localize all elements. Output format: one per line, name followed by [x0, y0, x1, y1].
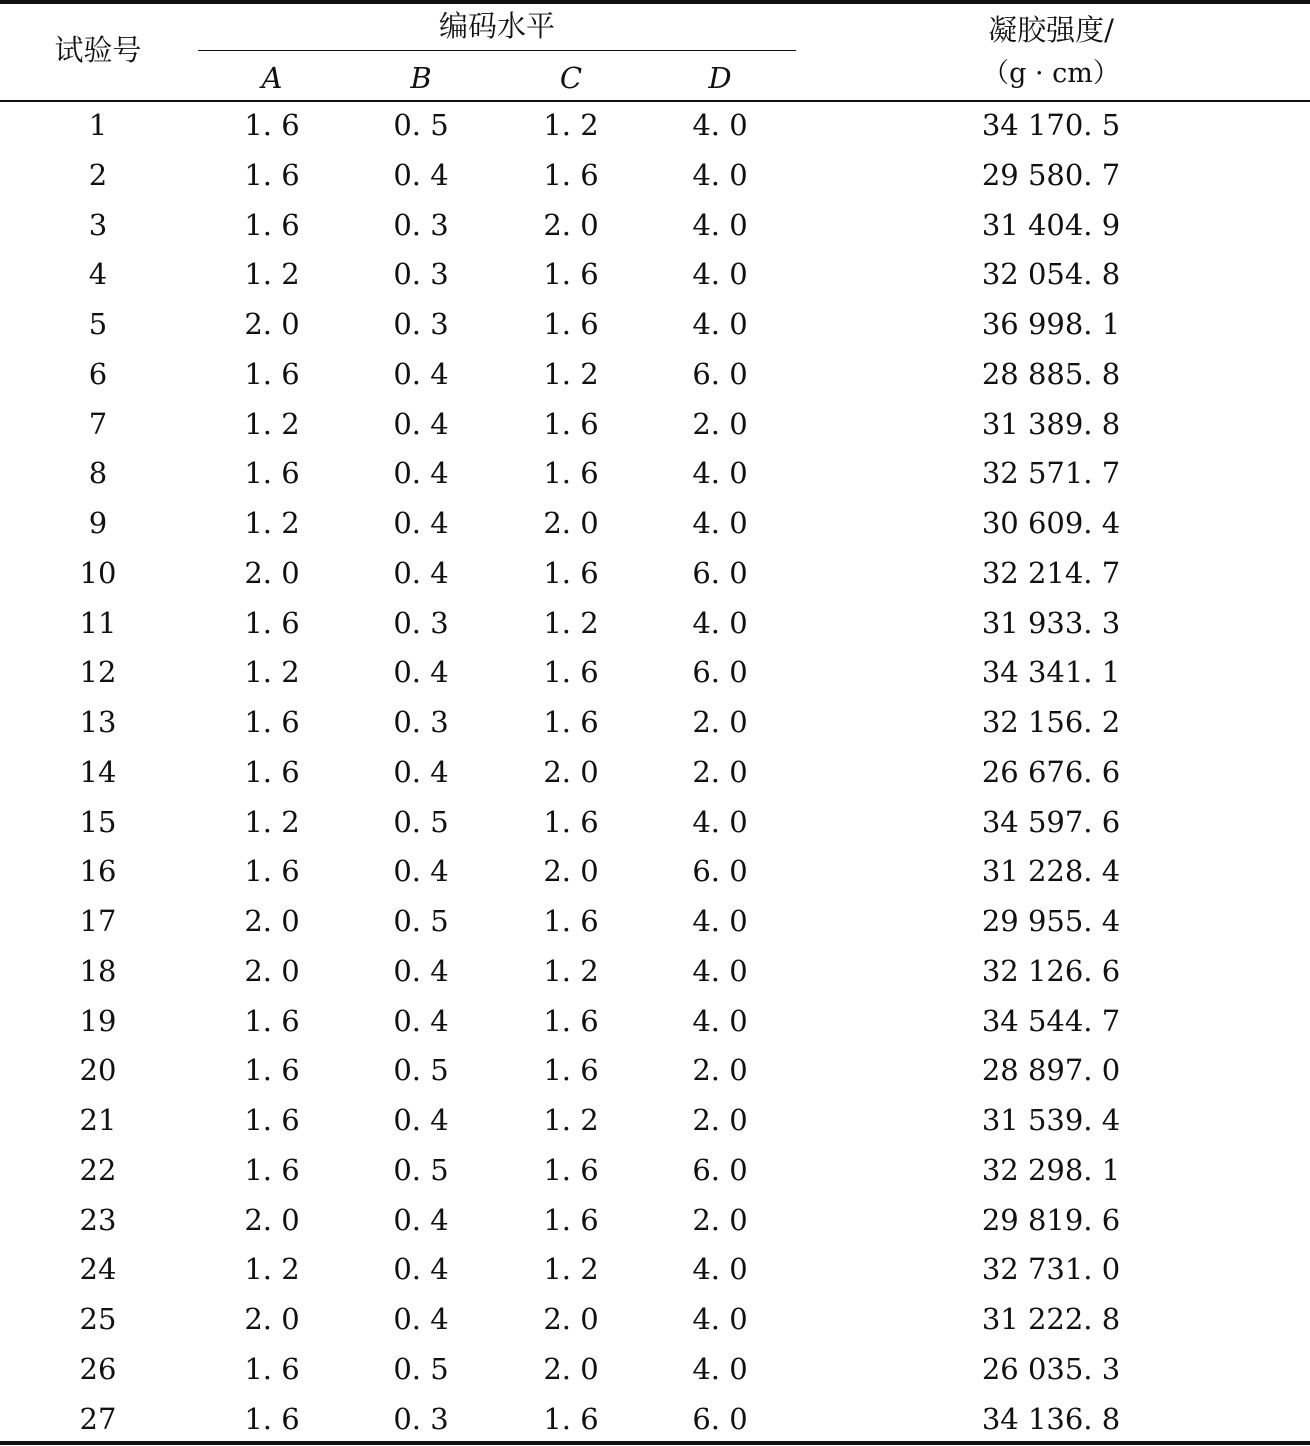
cell-b: 0. 4: [393, 755, 449, 789]
cell-a: 1. 2: [244, 506, 300, 540]
cell-c: 1. 6: [543, 407, 599, 441]
cell-a: 1. 2: [244, 655, 300, 689]
cell-b: 0. 5: [393, 904, 449, 938]
cell-gel-strength: 34 170. 5: [981, 108, 1121, 142]
cell-b: 0. 5: [393, 805, 449, 839]
cell-a: 2. 0: [244, 904, 300, 938]
cell-trial: 17: [79, 904, 117, 938]
cell-d: 4. 0: [692, 1352, 748, 1386]
header-C: C: [559, 61, 583, 95]
cell-b: 0. 5: [393, 1153, 449, 1187]
cell-a: 1. 6: [244, 1352, 300, 1386]
cell-b: 0. 4: [393, 1252, 449, 1286]
cell-b: 0. 4: [393, 506, 449, 540]
cell-trial: 25: [79, 1302, 117, 1336]
cell-gel-strength: 31 389. 8: [981, 407, 1121, 441]
cell-c: 1. 6: [543, 904, 599, 938]
cell-d: 6. 0: [692, 556, 748, 590]
cell-gel-strength: 29 955. 4: [981, 904, 1121, 938]
cell-a: 2. 0: [244, 1302, 300, 1336]
cell-c: 1. 6: [543, 456, 599, 490]
cell-d: 2. 0: [692, 407, 748, 441]
cell-d: 2. 0: [692, 1203, 748, 1237]
cell-d: 4. 0: [692, 954, 748, 988]
cell-gel-strength: 32 571. 7: [981, 456, 1121, 490]
cell-a: 1. 6: [244, 854, 300, 888]
cell-d: 2. 0: [692, 1053, 748, 1087]
cell-c: 1. 2: [543, 1252, 599, 1286]
cell-b: 0. 4: [393, 158, 449, 192]
cell-c: 1. 6: [543, 556, 599, 590]
cell-trial: 13: [79, 705, 117, 739]
cell-b: 0. 4: [393, 456, 449, 490]
cell-gel-strength: 34 136. 8: [981, 1402, 1121, 1436]
cell-c: 1. 2: [543, 1103, 599, 1137]
cell-b: 0. 4: [393, 357, 449, 391]
header-D: D: [708, 61, 732, 95]
cell-gel-strength: 26 676. 6: [981, 755, 1121, 789]
header-coded-level: 编码水平: [438, 9, 556, 43]
cell-d: 4. 0: [692, 805, 748, 839]
cell-c: 1. 6: [543, 307, 599, 341]
cell-c: 1. 6: [543, 257, 599, 291]
cell-d: 4. 0: [692, 257, 748, 291]
cell-a: 1. 6: [244, 357, 300, 391]
cell-b: 0. 4: [393, 854, 449, 888]
cell-trial: 9: [88, 506, 108, 540]
cell-trial: 24: [79, 1252, 117, 1286]
cell-d: 6. 0: [692, 655, 748, 689]
cell-b: 0. 4: [393, 1302, 449, 1336]
cell-d: 2. 0: [692, 755, 748, 789]
cell-b: 0. 5: [393, 1053, 449, 1087]
cell-d: 4. 0: [692, 606, 748, 640]
cell-d: 4. 0: [692, 1252, 748, 1286]
cell-a: 1. 6: [244, 208, 300, 242]
cell-gel-strength: 29 580. 7: [981, 158, 1121, 192]
cell-gel-strength: 28 885. 8: [981, 357, 1121, 391]
cell-gel-strength: 31 404. 9: [981, 208, 1121, 242]
cell-a: 1. 2: [244, 805, 300, 839]
cell-trial: 2: [88, 158, 108, 192]
header-gel-unit: （g · cm）: [982, 58, 1120, 89]
cell-c: 1. 6: [543, 705, 599, 739]
cell-trial: 1: [88, 108, 108, 142]
cell-a: 1. 2: [244, 257, 300, 291]
cell-a: 2. 0: [244, 1203, 300, 1237]
cell-b: 0. 4: [393, 954, 449, 988]
cell-b: 0. 3: [393, 606, 449, 640]
cell-trial: 23: [79, 1203, 117, 1237]
cell-a: 1. 6: [244, 1402, 300, 1436]
cell-a: 1. 2: [244, 407, 300, 441]
cell-trial: 4: [88, 257, 108, 291]
cell-a: 1. 6: [244, 456, 300, 490]
cell-d: 4. 0: [692, 208, 748, 242]
cell-gel-strength: 32 731. 0: [981, 1252, 1121, 1286]
cell-gel-strength: 32 298. 1: [981, 1153, 1121, 1187]
header-B: B: [410, 61, 432, 95]
cell-d: 4. 0: [692, 158, 748, 192]
cell-trial: 22: [79, 1153, 117, 1187]
cell-trial: 5: [88, 307, 108, 341]
cell-c: 2. 0: [543, 755, 599, 789]
cell-b: 0. 3: [393, 1402, 449, 1436]
cell-b: 0. 5: [393, 108, 449, 142]
cell-c: 1. 2: [543, 357, 599, 391]
cell-d: 6. 0: [692, 1153, 748, 1187]
cell-c: 1. 6: [543, 1004, 599, 1038]
cell-gel-strength: 30 609. 4: [981, 506, 1121, 540]
cell-trial: 14: [79, 755, 117, 789]
cell-trial: 27: [79, 1402, 117, 1436]
cell-a: 1. 2: [244, 1252, 300, 1286]
cell-b: 0. 3: [393, 257, 449, 291]
cell-trial: 21: [79, 1103, 117, 1137]
cell-a: 1. 6: [244, 755, 300, 789]
cell-gel-strength: 32 214. 7: [981, 556, 1121, 590]
cell-c: 1. 6: [543, 158, 599, 192]
cell-a: 1. 6: [244, 1004, 300, 1038]
cell-d: 4. 0: [692, 1004, 748, 1038]
cell-trial: 10: [79, 556, 117, 590]
cell-a: 1. 6: [244, 1153, 300, 1187]
cell-trial: 16: [79, 854, 117, 888]
cell-d: 4. 0: [692, 456, 748, 490]
cell-b: 0. 3: [393, 208, 449, 242]
cell-gel-strength: 29 819. 6: [981, 1203, 1121, 1237]
cell-gel-strength: 36 998. 1: [981, 307, 1121, 341]
cell-d: 6. 0: [692, 357, 748, 391]
cell-gel-strength: 32 054. 8: [981, 257, 1121, 291]
cell-b: 0. 3: [393, 705, 449, 739]
cell-gel-strength: 31 933. 3: [981, 606, 1121, 640]
cell-c: 1. 6: [543, 655, 599, 689]
cell-c: 2. 0: [543, 1302, 599, 1336]
cell-gel-strength: 28 897. 0: [981, 1053, 1121, 1087]
cell-a: 1. 6: [244, 606, 300, 640]
cell-c: 1. 2: [543, 108, 599, 142]
cell-b: 0. 3: [393, 307, 449, 341]
cell-d: 6. 0: [692, 854, 748, 888]
cell-trial: 26: [79, 1352, 117, 1386]
cell-gel-strength: 32 126. 6: [981, 954, 1121, 988]
cell-d: 4. 0: [692, 1302, 748, 1336]
cell-c: 2. 0: [543, 854, 599, 888]
cell-gel-strength: 31 539. 4: [981, 1103, 1121, 1137]
cell-trial: 15: [79, 805, 117, 839]
cell-trial: 6: [88, 357, 108, 391]
cell-gel-strength: 31 222. 8: [981, 1302, 1121, 1336]
cell-c: 2. 0: [543, 1352, 599, 1386]
cell-d: 6. 0: [692, 1402, 748, 1436]
cell-c: 1. 2: [543, 954, 599, 988]
header-trial: 试验号: [54, 33, 142, 67]
cell-trial: 18: [79, 954, 117, 988]
cell-a: 1. 6: [244, 108, 300, 142]
cell-a: 1. 6: [244, 705, 300, 739]
cell-c: 1. 6: [543, 1203, 599, 1237]
cell-trial: 12: [79, 655, 117, 689]
cell-c: 1. 6: [543, 1053, 599, 1087]
cell-gel-strength: 34 341. 1: [981, 655, 1121, 689]
cell-trial: 11: [79, 606, 117, 640]
cell-c: 1. 2: [543, 606, 599, 640]
cell-gel-strength: 34 597. 6: [981, 805, 1121, 839]
cell-trial: 19: [79, 1004, 117, 1038]
cell-b: 0. 4: [393, 1103, 449, 1137]
cell-c: 2. 0: [543, 208, 599, 242]
cell-c: 1. 6: [543, 805, 599, 839]
cell-d: 2. 0: [692, 1103, 748, 1137]
cell-a: 2. 0: [244, 954, 300, 988]
cell-b: 0. 4: [393, 655, 449, 689]
cell-gel-strength: 32 156. 2: [981, 705, 1121, 739]
cell-d: 4. 0: [692, 307, 748, 341]
cell-trial: 8: [88, 456, 108, 490]
cell-d: 4. 0: [692, 108, 748, 142]
cell-d: 2. 0: [692, 705, 748, 739]
cell-a: 1. 6: [244, 1053, 300, 1087]
cell-b: 0. 4: [393, 407, 449, 441]
cell-b: 0. 4: [393, 1004, 449, 1038]
cell-c: 1. 6: [543, 1402, 599, 1436]
cell-trial: 20: [79, 1053, 117, 1087]
cell-b: 0. 5: [393, 1352, 449, 1386]
cell-d: 4. 0: [692, 506, 748, 540]
cell-trial: 3: [88, 208, 108, 242]
cell-a: 2. 0: [244, 556, 300, 590]
cell-d: 4. 0: [692, 904, 748, 938]
cell-trial: 7: [88, 407, 108, 441]
cell-c: 2. 0: [543, 506, 599, 540]
header-gel-strength: 凝胶强度/: [988, 13, 1114, 47]
cell-b: 0. 4: [393, 556, 449, 590]
cell-c: 1. 6: [543, 1153, 599, 1187]
cell-b: 0. 4: [393, 1203, 449, 1237]
cell-a: 2. 0: [244, 307, 300, 341]
cell-a: 1. 6: [244, 158, 300, 192]
cell-gel-strength: 26 035. 3: [981, 1352, 1121, 1386]
header-A: A: [261, 61, 283, 95]
cell-gel-strength: 34 544. 7: [981, 1004, 1121, 1038]
cell-gel-strength: 31 228. 4: [981, 854, 1121, 888]
cell-a: 1. 6: [244, 1103, 300, 1137]
